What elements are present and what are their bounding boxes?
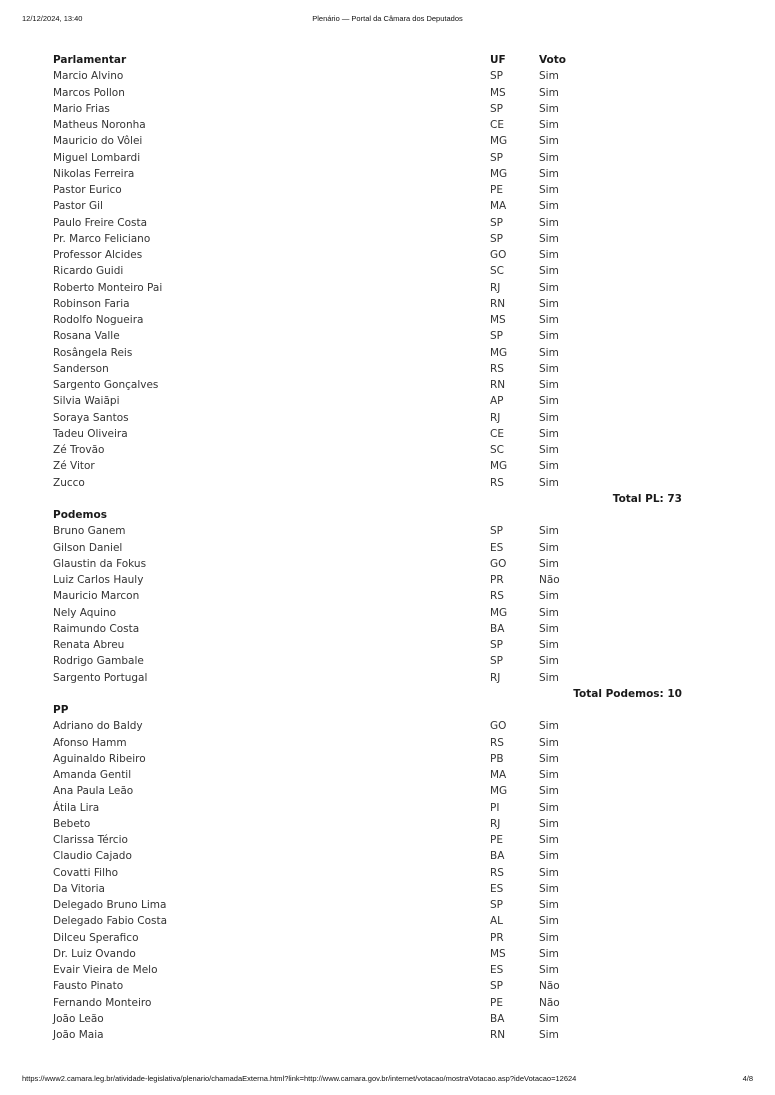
table-row	[53, 328, 683, 344]
deputy-vote: Sim	[539, 622, 559, 635]
party-heading	[53, 507, 683, 523]
deputy-name: Amanda Gentil	[53, 769, 132, 781]
deputy-uf: PE	[490, 996, 503, 1009]
table-row	[53, 263, 683, 279]
deputy-vote: Sim	[539, 167, 559, 180]
deputy-name: Rodolfo Nogueira	[53, 314, 144, 326]
deputy-name: Evair Vieira de Melo	[53, 964, 158, 976]
header-parlamentar: Parlamentar	[53, 54, 127, 66]
deputy-name: Mauricio Marcon	[53, 590, 140, 603]
print-page-title: Plenário — Portal da Câmara dos Deputados	[312, 14, 463, 23]
deputy-name: Ana Paula Leão	[53, 785, 134, 798]
deputy-uf: SP	[490, 525, 503, 538]
deputy-vote: Sim	[539, 817, 559, 830]
deputy-uf: RJ	[490, 281, 501, 294]
deputy-name: Miguel Lombardi	[53, 151, 141, 164]
deputy-vote: Sim	[539, 671, 559, 684]
header-voto: Voto	[539, 54, 566, 66]
table-row	[53, 848, 683, 864]
deputy-uf: MA	[490, 200, 507, 213]
deputy-uf: CE	[490, 119, 504, 131]
deputy-vote: Sim	[539, 655, 559, 668]
table-row	[53, 133, 683, 149]
deputy-name: Rosângela Reis	[53, 346, 133, 359]
table-row	[53, 1011, 683, 1027]
table-row	[53, 816, 683, 832]
deputy-uf: MG	[490, 460, 508, 473]
print-url: https://www2.camara.leg.br/atividade-legislativa/plenario/chamadaExterna.html?link=http://www.camara.gov.br/internet/votacao/mostraVotacao.asp?ideVotacao=12624	[22, 1074, 577, 1083]
deputy-vote: Não	[539, 996, 560, 1009]
deputy-name: Silvia Waiãpi	[53, 395, 120, 408]
deputy-uf: MG	[490, 606, 508, 619]
deputy-uf: RS	[490, 736, 504, 749]
deputy-name: Fernando Monteiro	[53, 996, 152, 1009]
table-header-row	[53, 52, 683, 68]
deputy-vote: Sim	[539, 330, 559, 343]
deputy-uf: GO	[490, 557, 507, 570]
deputy-vote: Sim	[539, 1012, 559, 1025]
deputy-uf: RS	[490, 362, 504, 375]
party-name: Podemos	[53, 509, 107, 521]
party-heading	[53, 702, 683, 718]
party-total-row	[53, 686, 683, 702]
deputy-name: Ricardo Guidi	[53, 265, 124, 278]
table-row	[53, 377, 683, 393]
table-row	[53, 442, 683, 458]
deputy-vote: Sim	[539, 801, 559, 814]
table-row	[53, 670, 683, 686]
deputy-vote: Sim	[539, 314, 559, 326]
deputy-uf: ES	[490, 964, 504, 976]
table-row	[53, 978, 683, 994]
table-row	[53, 572, 683, 588]
deputy-name: Paulo Freire Costa	[53, 216, 148, 229]
deputy-vote: Sim	[539, 265, 559, 278]
deputy-name: Da Vitoria	[53, 882, 105, 895]
deputy-vote: Sim	[539, 785, 559, 798]
deputy-uf: AP	[490, 395, 504, 408]
table-row	[53, 897, 683, 913]
deputy-name: Tadeu Oliveira	[53, 427, 128, 440]
deputy-uf: BA	[490, 622, 505, 635]
deputy-vote: Sim	[539, 216, 559, 229]
deputy-vote: Sim	[539, 346, 559, 359]
table-row	[53, 767, 683, 783]
table-row	[53, 1027, 683, 1043]
deputy-uf: SP	[490, 216, 503, 229]
deputy-uf: SP	[490, 102, 503, 115]
deputy-vote: Sim	[539, 411, 559, 424]
deputy-vote: Não	[539, 574, 560, 586]
deputy-uf: MS	[490, 86, 506, 99]
deputy-name: Mauricio do Vôlei	[53, 135, 143, 148]
deputy-name: João Leão	[53, 1012, 104, 1025]
deputy-name: Robinson Faria	[53, 297, 130, 310]
deputy-name: Pr. Marco Feliciano	[53, 232, 151, 245]
deputy-name: Gilson Daniel	[53, 541, 123, 554]
deputy-uf: MA	[490, 769, 507, 781]
deputy-name: Bebeto	[53, 817, 91, 830]
table-row	[53, 85, 683, 101]
deputy-uf: SP	[490, 980, 503, 993]
deputy-vote: Sim	[539, 184, 559, 196]
deputy-name: Raimundo Costa	[53, 622, 140, 635]
deputy-name: Fausto Pinato	[53, 980, 124, 993]
deputy-vote: Sim	[539, 639, 559, 651]
table-row	[53, 588, 683, 604]
table-row	[53, 166, 683, 182]
deputy-name: Pastor Gil	[53, 200, 103, 213]
deputy-vote: Sim	[539, 964, 559, 976]
deputy-uf: SP	[490, 639, 503, 651]
deputy-uf: GO	[490, 720, 507, 733]
deputy-name: Sargento Gonçalves	[53, 379, 159, 391]
table-row	[53, 540, 683, 556]
table-row	[53, 605, 683, 621]
deputy-name: Delegado Fabio Costa	[53, 915, 168, 928]
deputy-uf: SC	[490, 265, 504, 278]
table-row	[53, 637, 683, 653]
table-row	[53, 312, 683, 328]
deputy-vote: Sim	[539, 882, 559, 895]
deputy-uf: SP	[490, 232, 503, 245]
deputy-vote: Sim	[539, 281, 559, 294]
table-row	[53, 621, 683, 637]
deputy-vote: Sim	[539, 947, 559, 960]
deputy-uf: MG	[490, 167, 508, 180]
deputy-uf: RJ	[490, 411, 501, 424]
deputy-name: Rodrigo Gambale	[53, 655, 144, 668]
deputy-vote: Sim	[539, 720, 559, 733]
deputy-name: Pastor Eurico	[53, 184, 122, 196]
deputy-uf: RN	[490, 297, 506, 310]
deputy-vote: Sim	[539, 427, 559, 440]
table-row	[53, 946, 683, 962]
deputy-uf: RJ	[490, 671, 501, 684]
deputy-name: Professor Alcides	[53, 249, 143, 261]
deputy-vote: Sim	[539, 70, 559, 83]
table-row	[53, 865, 683, 881]
table-row	[53, 735, 683, 751]
deputy-uf: BA	[490, 850, 505, 863]
table-row	[53, 523, 683, 539]
deputy-vote: Sim	[539, 899, 559, 911]
deputy-vote: Sim	[539, 86, 559, 99]
table-row	[53, 361, 683, 377]
deputy-uf: MG	[490, 346, 508, 359]
table-row	[53, 231, 683, 247]
deputy-name: Covatti Filho	[53, 866, 119, 879]
deputy-name: Zé Trovão	[53, 444, 105, 456]
deputy-vote: Sim	[539, 444, 559, 456]
deputy-name: Bruno Ganem	[53, 525, 126, 538]
party-total-row	[53, 491, 683, 507]
table-row	[53, 247, 683, 263]
deputy-vote: Sim	[539, 135, 559, 148]
table-row	[53, 913, 683, 929]
deputy-vote: Sim	[539, 866, 559, 879]
table-row	[53, 182, 683, 198]
deputy-uf: RJ	[490, 817, 501, 830]
table-row	[53, 653, 683, 669]
deputy-name: Afonso Hamm	[53, 736, 127, 749]
deputy-name: Renata Abreu	[53, 639, 125, 651]
deputy-uf: AL	[490, 915, 504, 928]
deputy-name: Delegado Bruno Lima	[53, 899, 167, 911]
party-name: PP	[53, 704, 69, 716]
deputy-name: Nely Aquino	[53, 606, 117, 619]
deputy-uf: ES	[490, 541, 504, 554]
table-row	[53, 280, 683, 296]
table-row	[53, 426, 683, 442]
deputy-uf: PB	[490, 752, 504, 765]
table-row	[53, 101, 683, 117]
table-row	[53, 117, 683, 133]
deputy-vote: Sim	[539, 769, 559, 781]
deputy-vote: Sim	[539, 395, 559, 408]
deputy-vote: Sim	[539, 915, 559, 928]
print-footer	[22, 1074, 753, 1086]
deputy-name: Claudio Cajado	[53, 850, 132, 863]
deputy-uf: RN	[490, 1029, 506, 1041]
table-row	[53, 783, 683, 799]
deputy-uf: SP	[490, 151, 503, 164]
deputy-vote: Sim	[539, 931, 559, 944]
deputy-uf: SP	[490, 655, 503, 668]
deputy-vote: Sim	[539, 102, 559, 115]
table-row	[53, 718, 683, 734]
deputy-name: João Maia	[53, 1029, 104, 1041]
table-row	[53, 410, 683, 426]
deputy-uf: PR	[490, 931, 504, 944]
deputy-uf: CE	[490, 427, 504, 440]
deputy-vote: Não	[539, 980, 560, 993]
deputy-name: Glaustin da Fokus	[53, 557, 147, 570]
deputy-uf: GO	[490, 249, 507, 261]
table-row	[53, 556, 683, 572]
header-uf: UF	[490, 54, 506, 66]
deputy-name: Roberto Monteiro Pai	[53, 281, 163, 294]
deputy-name: Adriano do Baldy	[53, 720, 143, 733]
deputy-vote: Sim	[539, 460, 559, 473]
table-row	[53, 832, 683, 848]
deputy-name: Aguinaldo Ribeiro	[53, 752, 146, 765]
deputy-name: Luiz Carlos Hauly	[53, 574, 144, 586]
table-row	[53, 475, 683, 491]
deputy-name: Matheus Noronha	[53, 119, 146, 131]
deputy-name: Dr. Luiz Ovando	[53, 947, 136, 960]
table-row	[53, 68, 683, 84]
deputy-vote: Sim	[539, 590, 559, 603]
deputy-uf: RS	[490, 866, 504, 879]
vote-table	[53, 52, 683, 1043]
deputy-uf: SP	[490, 330, 503, 343]
print-header	[22, 14, 753, 26]
deputy-vote: Sim	[539, 752, 559, 765]
deputy-uf: MG	[490, 785, 508, 798]
deputy-vote: Sim	[539, 541, 559, 554]
party-total: Total PL: 73	[612, 492, 682, 505]
deputy-name: Nikolas Ferreira	[53, 167, 135, 180]
deputy-vote: Sim	[539, 525, 559, 538]
table-row	[53, 458, 683, 474]
deputy-name: Zé Vitor	[53, 460, 95, 473]
deputy-vote: Sim	[539, 297, 559, 310]
deputy-name: Sanderson	[53, 362, 109, 375]
print-datetime: 12/12/2024, 13:40	[22, 14, 83, 23]
deputy-uf: SP	[490, 70, 503, 83]
deputy-vote: Sim	[539, 249, 559, 261]
deputy-vote: Sim	[539, 557, 559, 570]
deputy-name: Soraya Santos	[53, 411, 129, 424]
deputy-vote: Sim	[539, 119, 559, 131]
deputy-uf: PI	[490, 801, 500, 814]
deputy-vote: Sim	[539, 476, 559, 489]
deputy-vote: Sim	[539, 736, 559, 749]
table-row	[53, 345, 683, 361]
table-row	[53, 930, 683, 946]
deputy-uf: ES	[490, 882, 504, 895]
deputy-uf: RS	[490, 476, 504, 489]
table-body	[53, 68, 683, 1043]
table-row	[53, 800, 683, 816]
deputy-name: Clarissa Tércio	[53, 834, 128, 846]
deputy-uf: RS	[490, 590, 504, 603]
table-row	[53, 296, 683, 312]
table-row	[53, 393, 683, 409]
deputy-vote: Sim	[539, 834, 559, 846]
deputy-name: Marcio Alvino	[53, 70, 124, 83]
deputy-name: Átila Lira	[53, 801, 100, 814]
deputy-name: Rosana Valle	[53, 330, 120, 343]
deputy-name: Zucco	[53, 476, 85, 489]
deputy-name: Sargento Portugal	[53, 671, 148, 684]
deputy-uf: PE	[490, 834, 503, 846]
deputy-uf: MS	[490, 947, 506, 960]
deputy-name: Mario Frias	[53, 102, 110, 115]
table-row	[53, 962, 683, 978]
deputy-uf: BA	[490, 1012, 505, 1025]
deputy-uf: MG	[490, 135, 508, 148]
deputy-uf: PE	[490, 184, 503, 196]
deputy-vote: Sim	[539, 379, 559, 391]
deputy-uf: MS	[490, 314, 506, 326]
table-row	[53, 751, 683, 767]
deputy-name: Marcos Pollon	[53, 86, 125, 99]
deputy-uf: SP	[490, 899, 503, 911]
deputy-vote: Sim	[539, 1029, 559, 1041]
deputy-uf: SC	[490, 444, 504, 456]
deputy-vote: Sim	[539, 151, 559, 164]
table-row	[53, 881, 683, 897]
party-total: Total Podemos: 10	[573, 687, 682, 700]
table-row	[53, 995, 683, 1011]
table-row	[53, 150, 683, 166]
page-number: 4/8	[742, 1074, 753, 1083]
deputy-vote: Sim	[539, 362, 559, 375]
deputy-name: Dilceu Sperafico	[53, 931, 139, 944]
deputy-uf: RN	[490, 379, 506, 391]
deputy-vote: Sim	[539, 606, 559, 619]
deputy-uf: PR	[490, 574, 504, 586]
deputy-vote: Sim	[539, 200, 559, 213]
deputy-vote: Sim	[539, 232, 559, 245]
table-row	[53, 215, 683, 231]
deputy-vote: Sim	[539, 850, 559, 863]
table-row	[53, 198, 683, 214]
